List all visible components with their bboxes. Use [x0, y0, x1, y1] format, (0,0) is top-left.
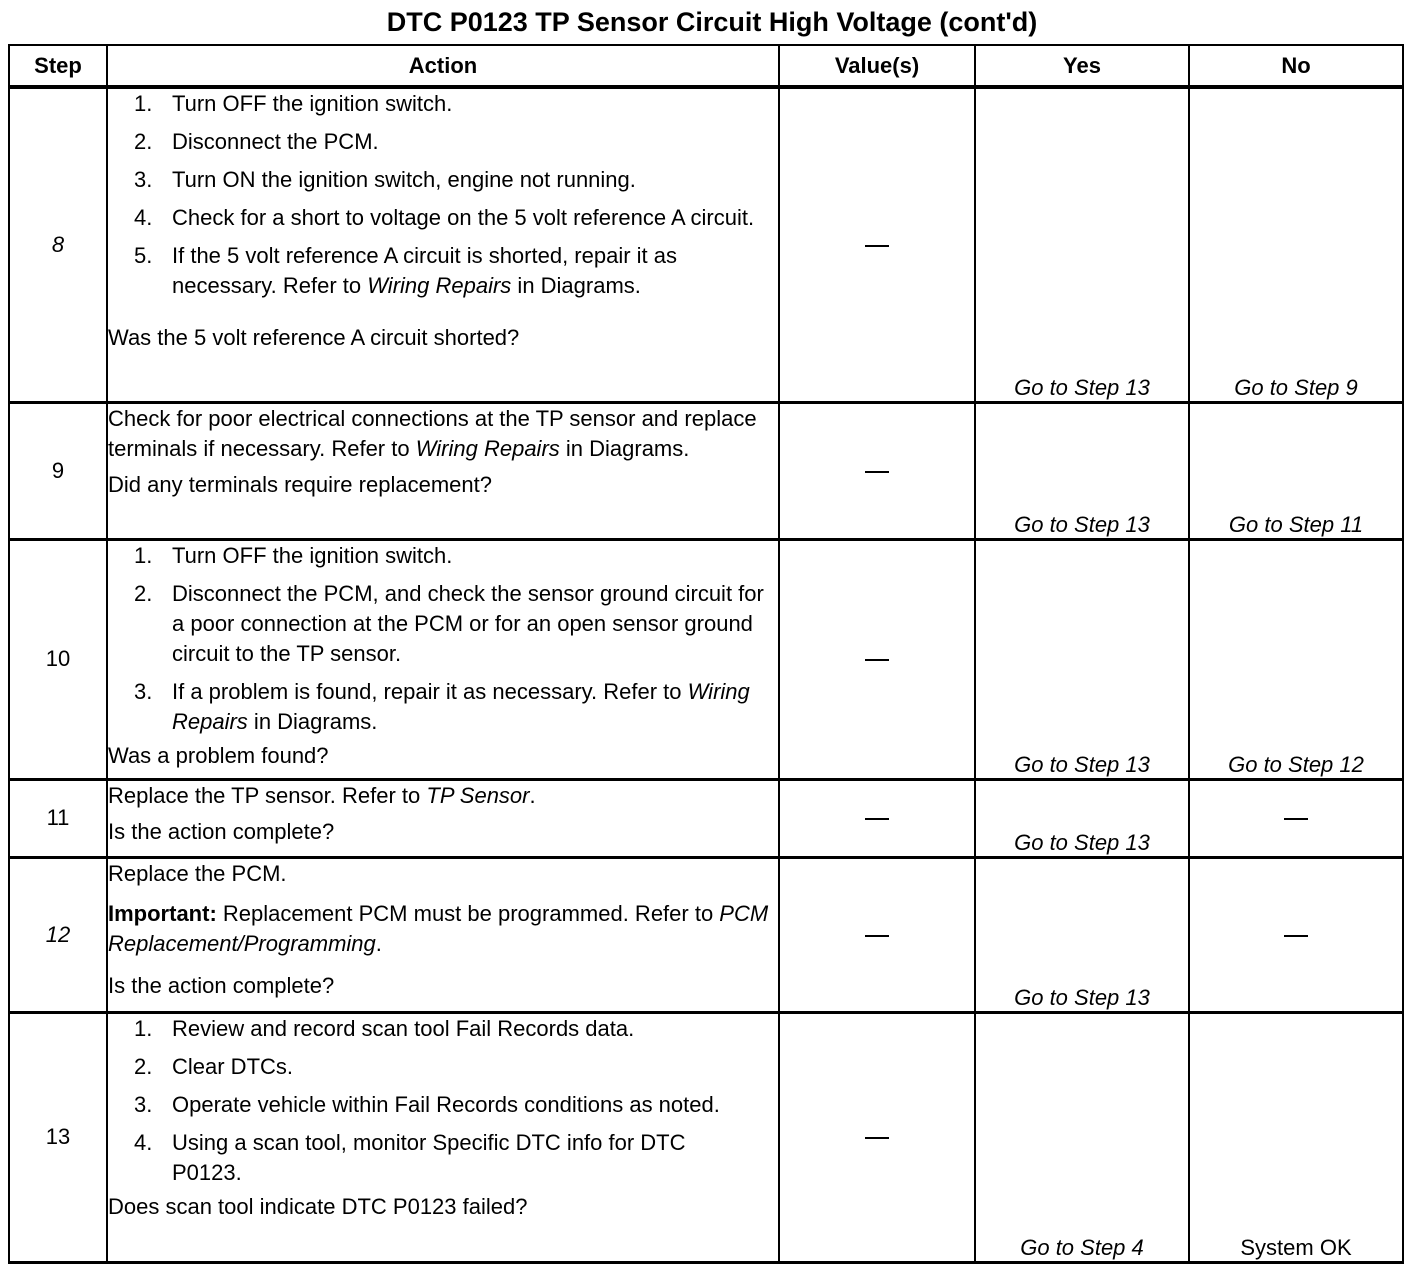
- item-text: Turn ON the ignition switch, engine not running.: [172, 167, 636, 192]
- list-item: [108, 241, 778, 301]
- diagnostic-table: [8, 44, 1404, 1264]
- page-title: DTC P0123 TP Sensor Circuit High Voltage (cont'd): [386, 7, 1038, 37]
- action-paragraph: [108, 781, 778, 811]
- item-number: 2.: [134, 1053, 153, 1079]
- value-cell: [779, 779, 975, 857]
- action-cell: [107, 87, 779, 402]
- action-cell: [107, 779, 779, 857]
- list-item: [108, 127, 778, 157]
- action-steps: [108, 1014, 778, 1188]
- list-item: [108, 579, 778, 669]
- reference-link[interactable]: Wiring Repairs: [172, 678, 750, 734]
- important-label: Important:: [108, 900, 217, 926]
- header-step: Step: [9, 45, 107, 87]
- value-cell: [779, 402, 975, 539]
- item-number: 3.: [134, 1091, 153, 1117]
- action-text: Replace the TP sensor. Refer to: [108, 782, 427, 808]
- no-cell: [1189, 779, 1403, 857]
- list-item: [108, 1128, 778, 1188]
- no-cell: Go to Step 9: [1189, 87, 1403, 402]
- item-text: in Diagrams.: [247, 708, 378, 734]
- yes-cell: Go to Step 13: [975, 87, 1189, 402]
- table-row: [9, 87, 1403, 402]
- question-text: Was the 5 volt reference A circuit shorted?: [108, 325, 520, 350]
- action-text: .: [529, 782, 536, 808]
- question-text: Was a problem found?: [108, 742, 329, 768]
- table-row: [9, 1012, 1403, 1262]
- item-number: 2.: [134, 129, 153, 154]
- step-number: 11: [9, 779, 107, 857]
- item-text: If the 5 volt reference A circuit is shorted, repair it as necessary. Refer to: [172, 243, 678, 298]
- step-number: 10: [9, 539, 107, 779]
- list-item: [108, 1052, 778, 1082]
- table-row: [9, 539, 1403, 779]
- table-row: [9, 402, 1403, 539]
- header-values: Value(s): [779, 45, 975, 87]
- yes-cell: Go to Step 4: [975, 1012, 1189, 1262]
- action-steps: [108, 541, 778, 737]
- dash-mark: [865, 1137, 889, 1139]
- action-paragraph: [108, 404, 778, 464]
- yes-cell: Go to Step 13: [975, 402, 1189, 539]
- no-cell: System OK: [1189, 1012, 1403, 1262]
- reference-link[interactable]: Wiring Repairs: [415, 435, 560, 461]
- step-number: 9: [9, 402, 107, 539]
- header-no: No: [1189, 45, 1403, 87]
- action-paragraph: Replace the PCM.: [108, 860, 287, 886]
- question-text: Is the action complete?: [108, 818, 335, 844]
- action-text: Replacement PCM must be programmed. Refer to: [216, 900, 720, 926]
- item-text: Disconnect the PCM.: [172, 129, 379, 154]
- item-text: Check for a short to voltage on the 5 volt reference A circuit.: [172, 205, 755, 230]
- item-number: 2.: [134, 580, 153, 606]
- action-cell: [107, 402, 779, 539]
- item-number: 5.: [134, 243, 153, 268]
- yes-cell: Go to Step 13: [975, 539, 1189, 779]
- item-number: 1.: [134, 91, 153, 116]
- item-number: 4.: [134, 205, 153, 230]
- dash-mark: [1284, 818, 1308, 820]
- item-text: Clear DTCs.: [172, 1053, 294, 1079]
- item-text: Turn OFF the ignition switch.: [172, 91, 453, 116]
- item-number: 4.: [134, 1129, 153, 1155]
- dash-mark: [865, 659, 889, 661]
- question-text: Is the action complete?: [108, 972, 335, 998]
- step-number: 12: [9, 857, 107, 1012]
- list-item: [108, 89, 778, 119]
- header-row: [9, 45, 1403, 87]
- item-number: 1.: [134, 1015, 153, 1041]
- reference-link[interactable]: Wiring Repairs: [367, 273, 512, 298]
- list-item: [108, 203, 778, 233]
- dash-mark: [865, 245, 889, 247]
- no-cell: [1189, 857, 1403, 1012]
- step-number: 8: [9, 87, 107, 402]
- list-item: [108, 677, 778, 737]
- yes-cell: Go to Step 13: [975, 779, 1189, 857]
- table-row: [9, 857, 1403, 1012]
- action-text: in Diagrams.: [559, 435, 690, 461]
- item-text: Disconnect the PCM, and check the sensor ground circuit for a poor connection at the PCM or for an open sensor ground circuit to the TP sensor.: [172, 580, 764, 666]
- list-item: [108, 165, 778, 195]
- value-cell: [779, 539, 975, 779]
- dash-mark: [1284, 935, 1308, 937]
- action-cell: [107, 857, 779, 1012]
- header-yes: Yes: [975, 45, 1189, 87]
- item-text: Turn OFF the ignition switch.: [172, 542, 453, 568]
- item-number: 3.: [134, 678, 153, 704]
- item-number: 1.: [134, 542, 153, 568]
- important-note: [108, 899, 778, 959]
- reference-link[interactable]: PCM Replacement/Programming: [108, 900, 769, 956]
- item-text: Review and record scan tool Fail Records data.: [172, 1015, 635, 1041]
- item-text: Operate vehicle within Fail Records conditions as noted.: [172, 1091, 720, 1117]
- item-number: 3.: [134, 167, 153, 192]
- value-cell: [779, 87, 975, 402]
- action-text: Check for poor electrical connections at the TP sensor and replace terminals if necessary. Refer to: [108, 405, 757, 461]
- reference-link[interactable]: TP Sensor: [426, 782, 530, 808]
- yes-cell: Go to Step 13: [975, 857, 1189, 1012]
- action-text: .: [375, 930, 382, 956]
- dash-mark: [865, 818, 889, 820]
- value-cell: [779, 1012, 975, 1262]
- table-row: [9, 779, 1403, 857]
- list-item: [108, 1090, 778, 1120]
- dash-mark: [865, 471, 889, 473]
- question-text: Did any terminals require replacement?: [108, 471, 492, 497]
- action-steps: [108, 89, 778, 301]
- action-cell: [107, 1012, 779, 1262]
- header-action: Action: [107, 45, 779, 87]
- dash-mark: [865, 935, 889, 937]
- item-text: Using a scan tool, monitor Specific DTC info for DTC P0123.: [172, 1129, 686, 1185]
- value-cell: [779, 857, 975, 1012]
- item-text: in Diagrams.: [511, 273, 641, 298]
- list-item: [108, 541, 778, 571]
- item-text: If a problem is found, repair it as necessary. Refer to: [172, 678, 688, 704]
- question-text: Does scan tool indicate DTC P0123 failed?: [108, 1193, 528, 1219]
- no-cell: Go to Step 12: [1189, 539, 1403, 779]
- step-number: 13: [9, 1012, 107, 1262]
- action-cell: [107, 539, 779, 779]
- no-cell: Go to Step 11: [1189, 402, 1403, 539]
- list-item: [108, 1014, 778, 1044]
